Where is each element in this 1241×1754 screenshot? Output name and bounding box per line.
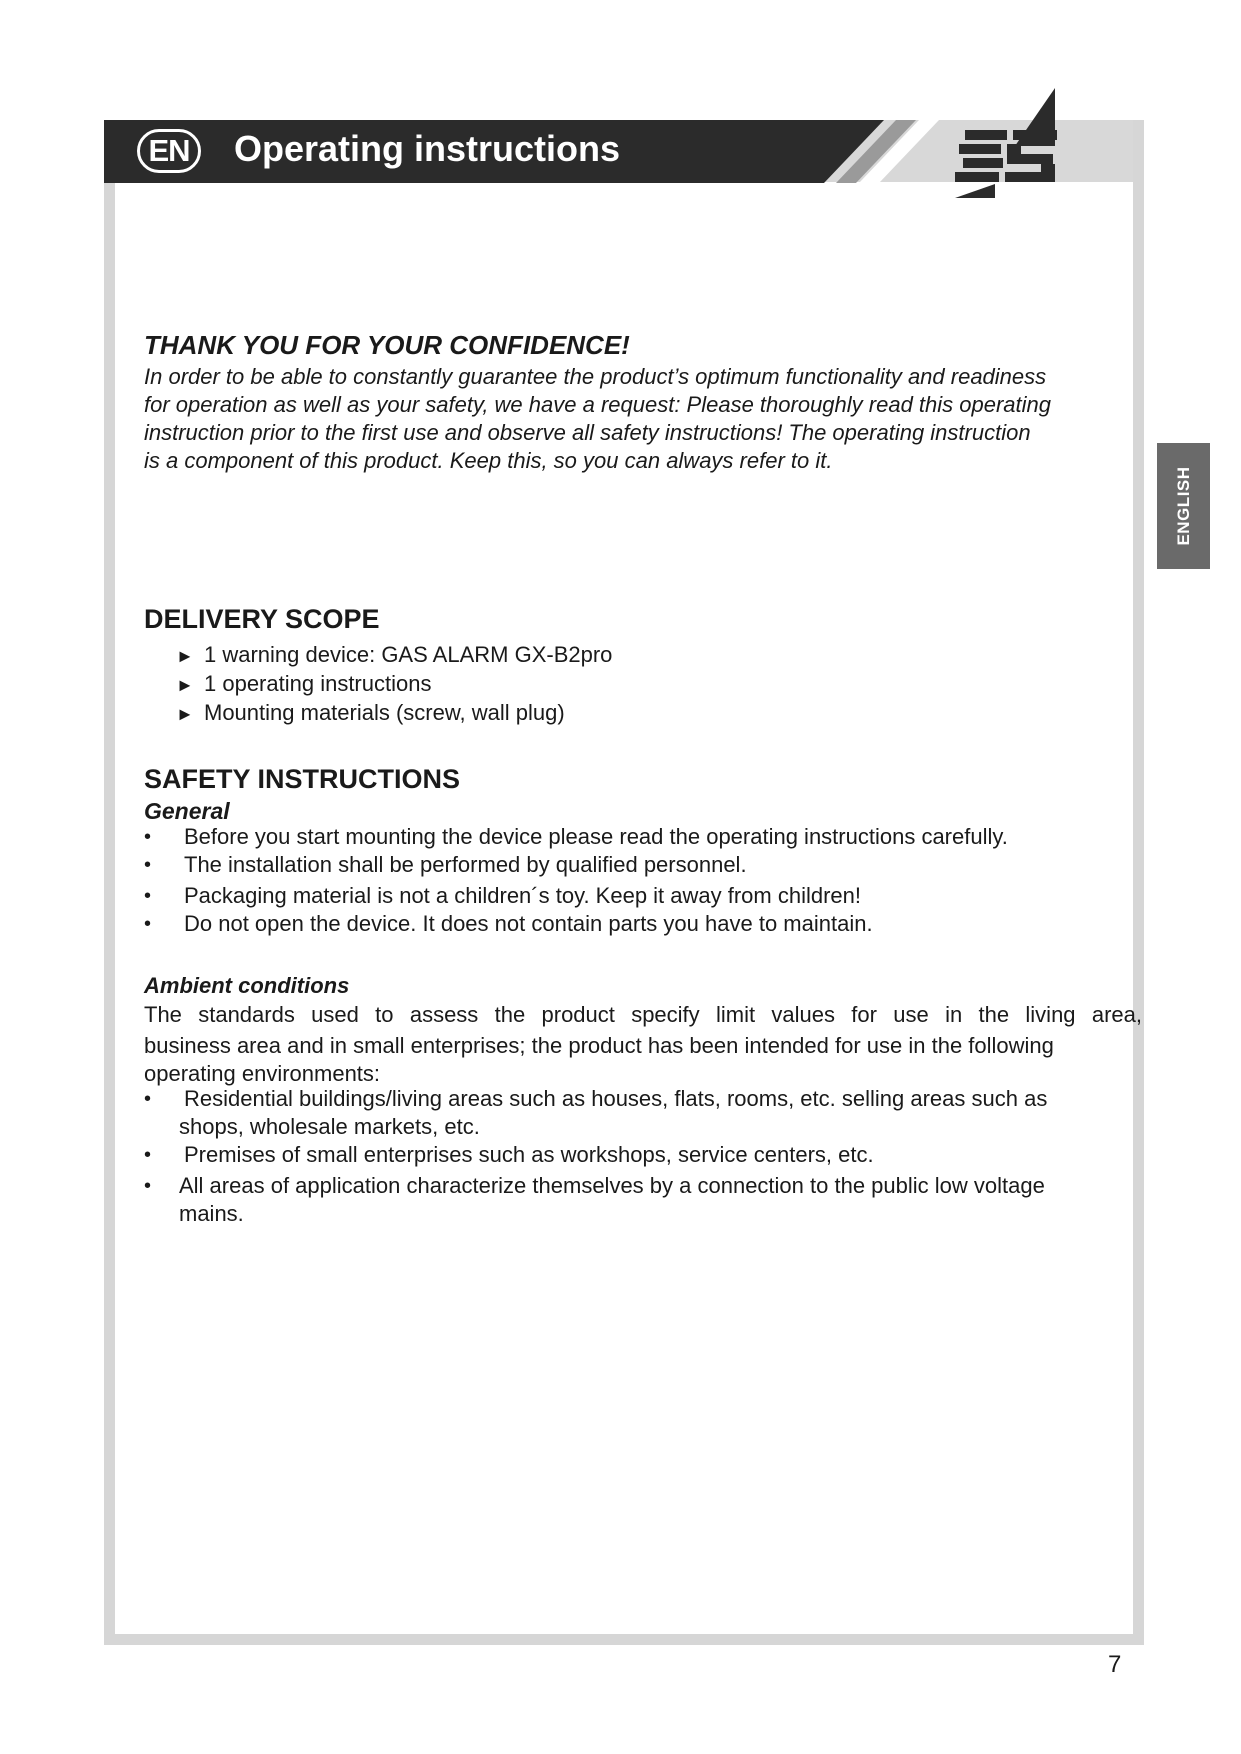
- general-list: [144, 823, 1129, 938]
- ambient-paragraph: [144, 1001, 1142, 1088]
- page-frame-left: [104, 182, 115, 1645]
- list-item: • Residential buildings/living areas such as houses, flats, rooms, etc. selling areas such as shops, wholesale markets, etc.: [144, 1086, 1048, 1139]
- bullet-dot-icon: •: [144, 885, 152, 907]
- page-frame-right: [1133, 120, 1144, 1645]
- ambient-list: [144, 1085, 1129, 1228]
- bullet-dot-icon: •: [144, 1088, 152, 1110]
- brand-logo: [955, 88, 1070, 198]
- list-item: • Before you start mounting the device please read the operating instructions carefully.: [144, 824, 1008, 849]
- list-item: ► 1 operating instructions: [176, 670, 612, 699]
- bullet-dot-icon: •: [144, 913, 152, 935]
- side-tab-label: ENGLISH: [1173, 466, 1193, 546]
- intro-line: for operation as well as your safety, we have a request: Please thoroughly read this operating: [144, 392, 1052, 417]
- intro-line: In order to be able to constantly guarantee the product’s optimum functionality and readiness: [144, 364, 1047, 389]
- arrow-bullet-icon: ►: [176, 646, 194, 666]
- arrow-bullet-icon: ►: [176, 675, 194, 695]
- intro-line: instruction prior to the first use and observe all safety instructions! The operating instruction: [144, 420, 1031, 445]
- language-side-tab: [1157, 443, 1210, 569]
- intro-paragraph: [144, 363, 1119, 475]
- bullet-dot-icon: •: [144, 854, 152, 876]
- list-item: ► 1 warning device: GAS ALARM GX-B2pro: [176, 641, 612, 670]
- list-item: ► Mounting materials (screw, wall plug): [176, 699, 612, 728]
- list-item: • Packaging material is not a children´s toy. Keep it away from children!: [144, 883, 862, 908]
- language-badge: EN: [137, 129, 201, 173]
- list-item: • The installation shall be performed by qualified personnel.: [144, 852, 747, 877]
- list-item: • All areas of application characterize themselves by a connection to the public low voltage mains.: [144, 1173, 1045, 1226]
- ambient-line: The standards used to assess the product specify limit values for use in the living area,: [144, 1002, 1142, 1027]
- list-item: • Premises of small enterprises such as workshops, service centers, etc.: [144, 1142, 874, 1167]
- list-item: • Do not open the device. It does not contain parts you have to maintain.: [144, 911, 873, 936]
- arrow-bullet-icon: ►: [176, 704, 194, 724]
- ambient-line: operating environments:: [144, 1061, 381, 1086]
- ambient-line: business area and in small enterprises; the product has been intended for use in the following: [144, 1033, 1054, 1058]
- page-number: 7: [1108, 1651, 1122, 1678]
- bullet-dot-icon: •: [144, 826, 152, 848]
- thank-you-heading: THANK YOU FOR YOUR CONFIDENCE!: [144, 330, 630, 360]
- delivery-scope-list: [176, 641, 612, 728]
- bullet-dot-icon: •: [144, 1175, 152, 1197]
- delivery-scope-heading: DELIVERY SCOPE: [144, 604, 380, 634]
- intro-line: is a component of this product. Keep this, so you can always refer to it.: [144, 448, 833, 473]
- ambient-subheading: Ambient conditions: [144, 973, 350, 998]
- page-title: Operating instructions: [234, 128, 621, 169]
- general-subheading: General: [144, 798, 230, 824]
- safety-heading: SAFETY INSTRUCTIONS: [144, 764, 461, 794]
- page-frame-bottom: [104, 1634, 1144, 1645]
- bullet-dot-icon: •: [144, 1144, 152, 1166]
